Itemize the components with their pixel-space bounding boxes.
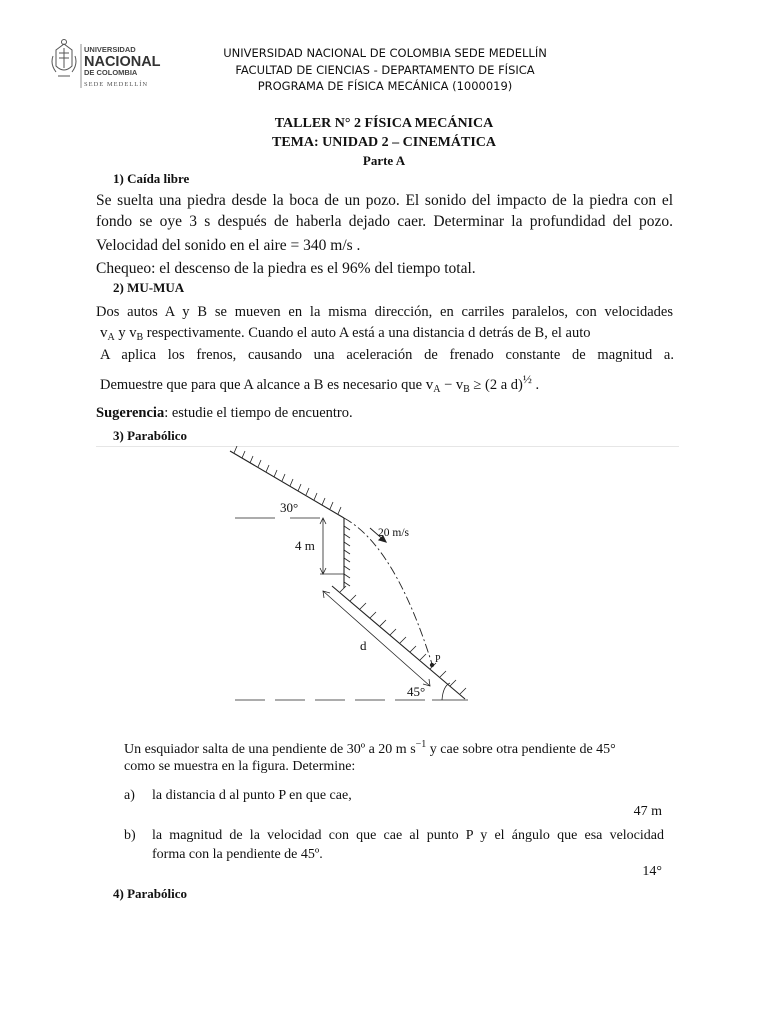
- header-block: [190, 45, 580, 95]
- s2-l4-exp: ½: [522, 372, 532, 386]
- s2-line-3: A aplica los frenos, causando una aceleración de frenado constante de magnitud a.: [100, 347, 674, 363]
- s2-hint-text: : estudie el tiempo de encuentro.: [164, 405, 353, 421]
- s2-l4-A: A: [433, 384, 441, 395]
- logo-nacional: NACIONAL: [84, 54, 161, 70]
- s3-b-label: b): [124, 828, 136, 843]
- ski-slope-figure: [220, 446, 480, 708]
- s2-hint: [96, 403, 673, 423]
- fig-d-label: d: [360, 638, 367, 653]
- s2-vB-sub: B: [136, 332, 144, 343]
- section-1-heading: 1) Caída libre: [113, 171, 190, 186]
- s2-l4-pre: Demuestre que para que A alcance a B es necesario que: [100, 377, 426, 393]
- s3-intro-1-post: y cae sobre otra pendiente de 45°: [426, 742, 616, 757]
- s3-b-text-2: forma con la pendiente de 45º.: [152, 847, 323, 862]
- s3-a-answer: 47 m: [633, 804, 662, 819]
- title-line-3: Parte A: [362, 153, 406, 168]
- s2-l4-B: B: [463, 384, 470, 395]
- s2-line-4: [100, 369, 674, 400]
- s2-l4-minus: − v: [440, 377, 464, 393]
- s3-b-answer: 14°: [642, 864, 662, 879]
- title-line-2: TEMA: UNIDAD 2 – CINEMÁTICA: [272, 135, 496, 150]
- university-logo: [50, 36, 170, 92]
- s3-intro-1-pre: Un esquiador salta de una pendiente de 30º a 20 m s: [124, 742, 416, 757]
- s3-b-text-1: la magnitud de la velocidad con que cae al punto P y el ángulo que esa velocidad: [152, 828, 664, 843]
- fig-speed: 20 m/s: [378, 527, 409, 539]
- fig-angle-30: 30°: [280, 500, 299, 515]
- s3-intro-2: como se muestra en la figura. Determine:: [124, 759, 356, 774]
- s2-l4-ge: ≥ (2 a d): [469, 377, 523, 393]
- s1-line-4: Chequeo: el descenso de la piedra es el 96% del tiempo total.: [96, 260, 476, 277]
- fig-height-4m: 4 m: [295, 538, 315, 553]
- section-2-heading: 2) MU-MUA: [113, 280, 185, 295]
- fig-angle-45: 45°: [407, 684, 426, 699]
- s3-intro-1-exp: −1: [415, 739, 427, 750]
- s3-a-label: a): [124, 788, 135, 803]
- s1-line-1: Se suelta una piedra desde la boca de un pozo. El sonido del impacto de la piedra con el: [96, 192, 673, 209]
- s2-hint-label: Sugerencia: [96, 405, 165, 421]
- logo-universidad: UNIVERSIDAD: [84, 45, 136, 54]
- logo-sede: SEDE MEDELLÍN: [84, 81, 149, 88]
- s2-vA-sub: A: [107, 332, 115, 343]
- header-line-1: UNIVERSIDAD NACIONAL DE COLOMBIA SEDE MEDELLÍN: [223, 46, 547, 60]
- s2-vA: v: [100, 325, 108, 341]
- s1-line-3: Velocidad del sonido en el aire = 340 m/s .: [96, 237, 361, 254]
- s2-l4-vA: v: [425, 377, 434, 393]
- title-line-1: TALLER N° 2 FÍSICA MECÁNICA: [274, 116, 494, 131]
- section-3-heading: 3) Parabólico: [113, 428, 188, 443]
- s2-y-vB: y v: [114, 325, 137, 341]
- logo-de-colombia: DE COLOMBIA: [84, 68, 138, 77]
- s2-l4-end: .: [531, 377, 540, 393]
- s3-intro-1: [124, 735, 667, 759]
- section-4-heading: 4) Parabólico: [113, 886, 188, 901]
- s2-line-2-rest: respectivamente. Cuando el auto A está a una distancia d detrás de B, el auto: [143, 325, 591, 341]
- s3-a-text: la distancia d al punto P en que cae,: [152, 788, 352, 803]
- fig-point-p: P: [435, 654, 441, 665]
- s2-line-1: Dos autos A y B se mueven en la misma dirección, en carriles paralelos, con velocidades: [96, 304, 673, 320]
- s1-line-2: fondo se oye 3 s después de haberla dejado caer. Determinar la profundidad del pozo.: [96, 213, 673, 230]
- header-line-2: FACULTAD DE CIENCIAS - DEPARTAMENTO DE FÍSICA: [235, 62, 535, 77]
- header-line-3: PROGRAMA DE FÍSICA MECÁNICA (1000019): [257, 79, 513, 93]
